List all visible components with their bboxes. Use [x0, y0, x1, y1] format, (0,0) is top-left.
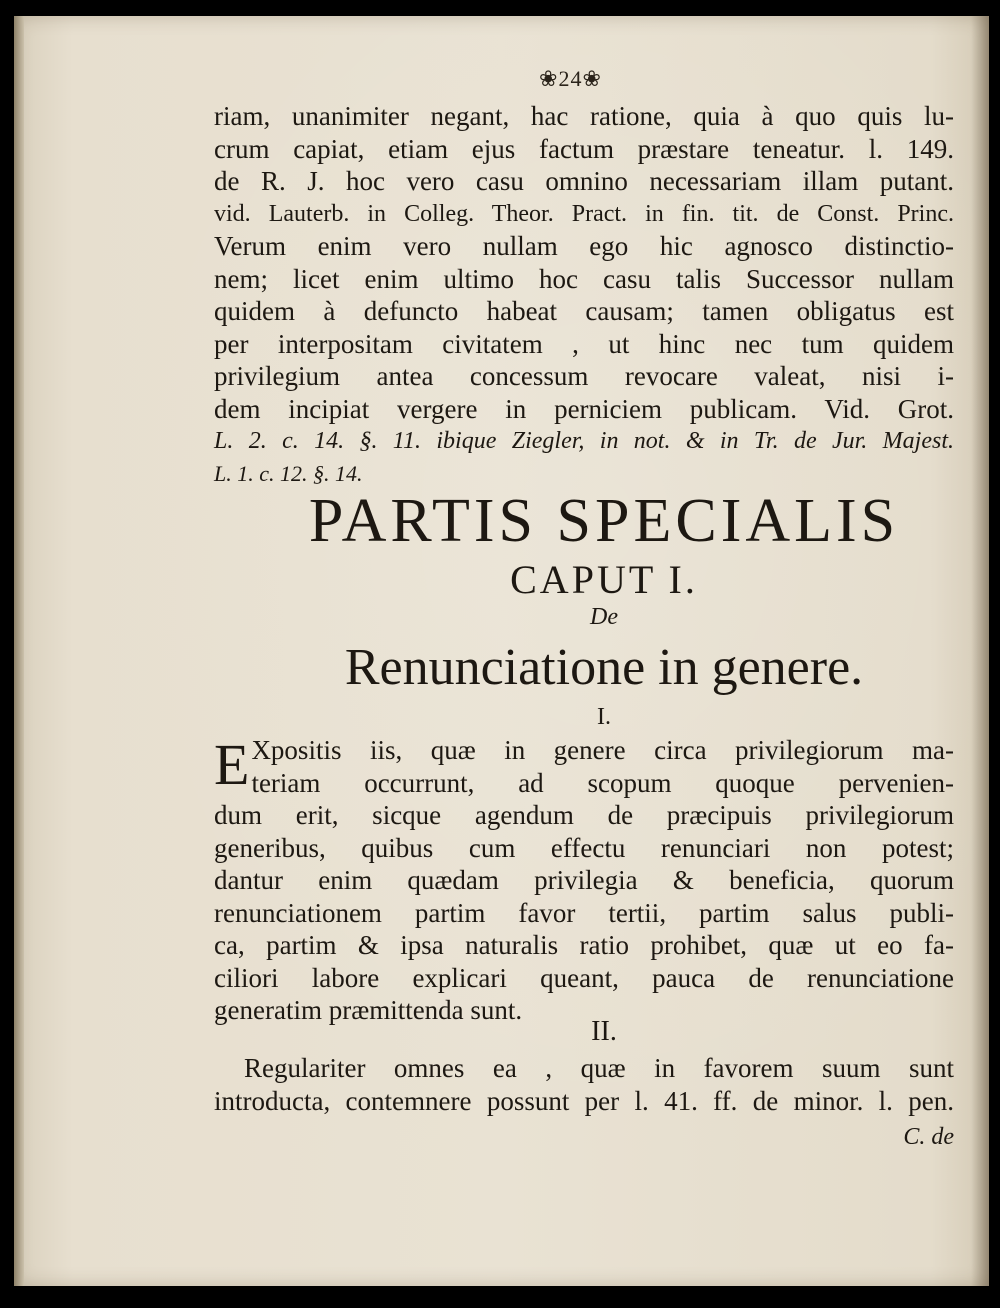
text-line: per interpositam civitatem , ut hinc nec tum quidem: [214, 328, 954, 359]
ornament-right-icon: ❀: [582, 66, 602, 91]
text-line: L. 1. c. 12. §. 14.: [214, 460, 363, 486]
section-1-paragraph: [214, 734, 954, 1027]
text-line: ca, partim & ipsa naturalis ratio prohibet, quæ ut eo fa-: [214, 930, 954, 960]
drop-cap: E: [214, 732, 250, 797]
text-line: generatim præmittenda sunt.: [214, 995, 523, 1025]
text-line: teriam occurrunt, ad scopum quoque pervenien-: [251, 767, 954, 798]
text-line: dum erit, sicque agendum de præcipuis privilegiorum: [214, 800, 954, 830]
text-line: quidem à defuncto habeat causam; tamen obligatus est: [214, 296, 954, 326]
text-line: riam, unanimiter negant, hac ratione, quia à quo quis lu-: [214, 101, 954, 131]
page-gutter-shadow: [14, 16, 24, 1286]
section-number-2: II.: [591, 1016, 617, 1047]
chapter-title: Renunciatione in genere.: [344, 639, 864, 696]
text-line: de R. J. hoc vero casu omnino necessariam illam putant.: [214, 166, 954, 196]
text-line: privilegium antea concessum revocare valeat, nisi i-: [214, 361, 954, 391]
page-edge-shadow: [971, 16, 989, 1286]
text-line: Regulariter omnes ea , quæ in favorem suum sunt: [244, 1053, 954, 1083]
ornament-left-icon: ❀: [539, 66, 559, 91]
text-line: introducta, contemnere possunt per l. 41. ff. de minor. l. pen.: [214, 1085, 954, 1116]
section-number-1: I.: [597, 704, 611, 730]
text-line: nem; licet enim ultimo hoc casu talis Successor nullam: [214, 263, 954, 294]
text-line: Xpositis iis, quæ in genere circa privilegiorum ma-: [251, 735, 954, 765]
top-paragraph: [214, 100, 954, 490]
page-number-value: 24: [558, 66, 583, 91]
catchword: C. de: [903, 1124, 954, 1150]
page-number: [539, 66, 602, 92]
text-line: dantur enim quædam privilegia & beneficia, quorum: [214, 865, 954, 895]
de-heading: De: [590, 604, 618, 630]
text-line: generibus, quibus cum effectu renunciari non potest;: [214, 832, 954, 863]
text-line: Verum enim vero nullam ego hic agnosco distinctio-: [214, 231, 954, 261]
text-line: L. 2. c. 14. §. 11. ibique Ziegler, in not. & in Tr. de Jur. Majest.: [214, 428, 954, 454]
text-line: dem incipiat vergere in perniciem publicam. Vid. Grot.: [214, 393, 954, 424]
text-line: crum capiat, etiam ejus factum præstare teneatur. l. 149.: [214, 133, 954, 164]
part-heading: PARTIS SPECIALIS: [308, 487, 900, 555]
section-2-paragraph: [214, 1052, 954, 1117]
book-page: [14, 16, 989, 1286]
text-line: renunciationem partim favor tertii, partim salus publi-: [214, 897, 954, 928]
text-line: ciliori labore explicari queant, pauca de renunciatione: [214, 962, 954, 993]
text-line: vid. Lauterb. in Colleg. Theor. Pract. in fin. tit. de Const. Princ.: [214, 200, 954, 227]
caput-heading: CAPUT I.: [510, 557, 698, 602]
